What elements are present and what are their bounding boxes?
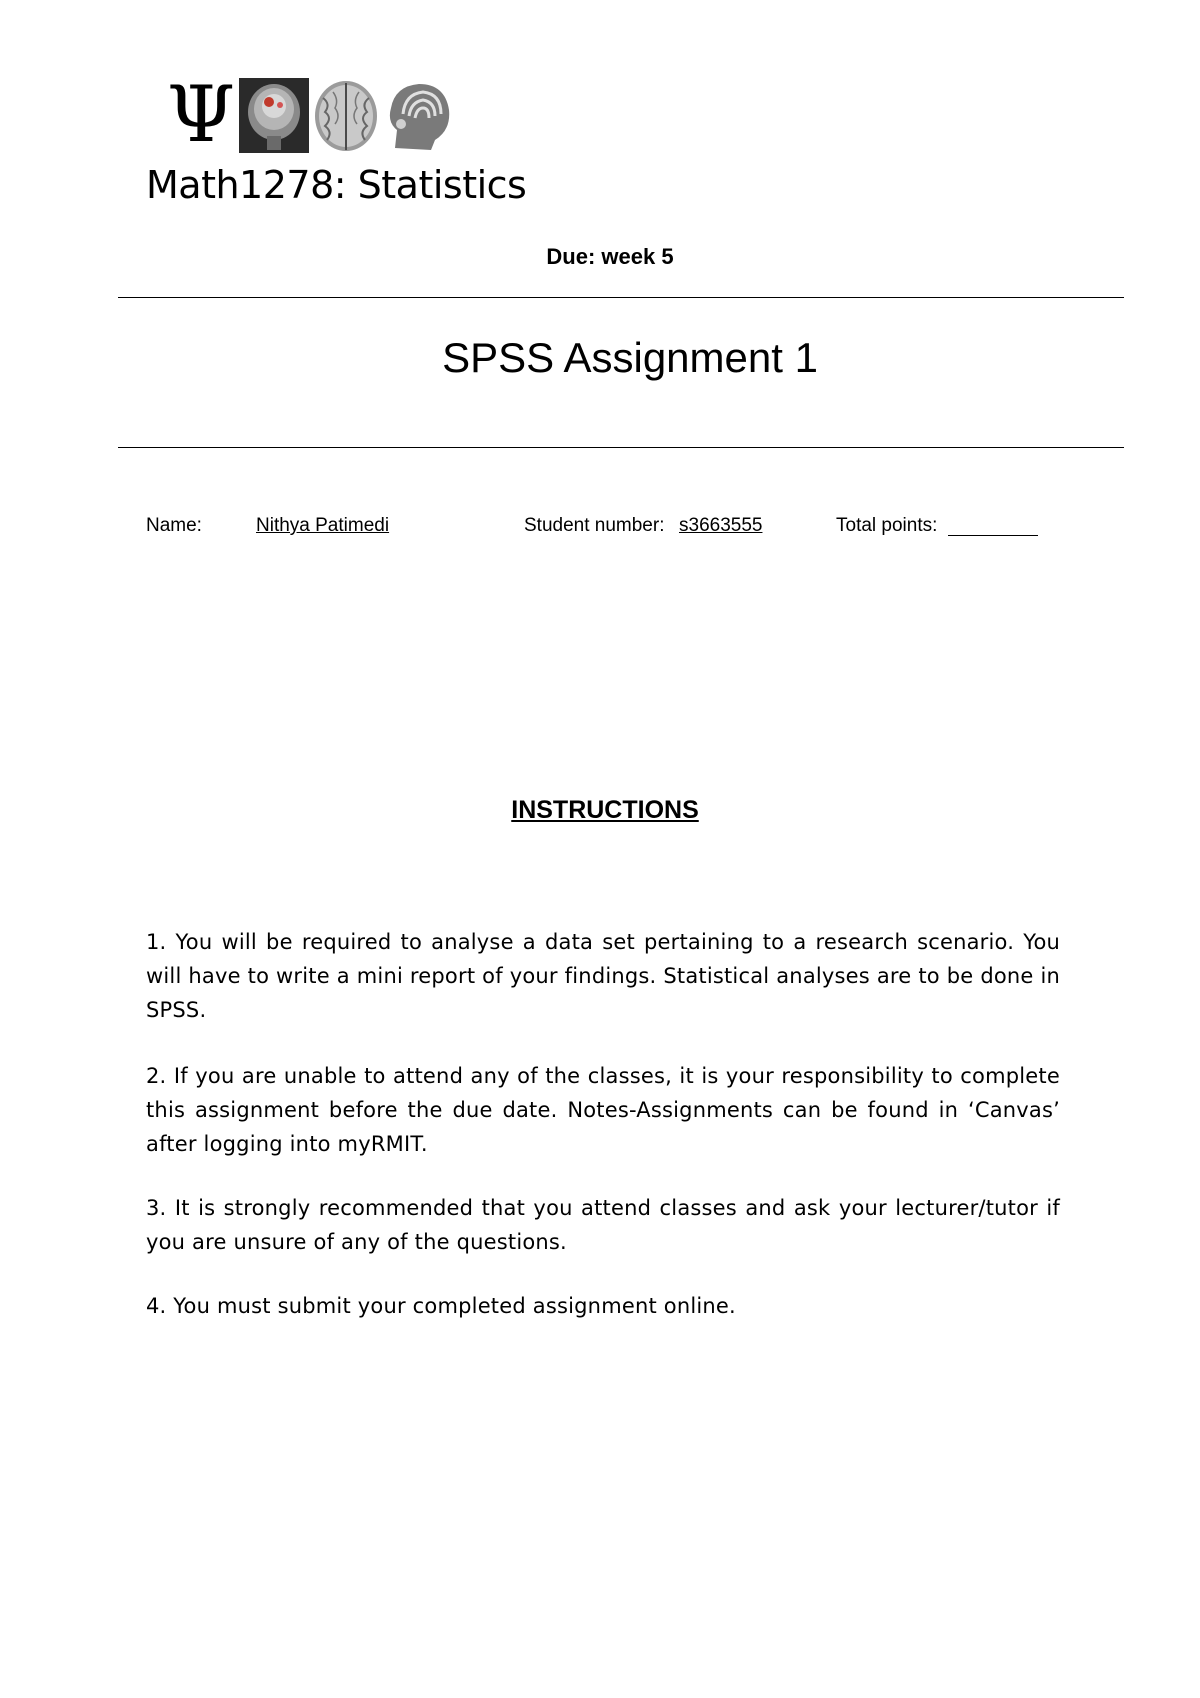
due-date: Due: week 5 — [546, 244, 674, 269]
instruction-item: 2. If you are unable to attend any of the classes, it is your responsibility to complete this assignment before the due date. Notes-Assignments can be found in ‘Canvas’ after logging into myRMIT. — [146, 1064, 1060, 1156]
student-number-value: s3663555 — [679, 515, 763, 536]
brain-image — [311, 78, 381, 153]
psi-symbol: Ψ — [166, 70, 236, 160]
header-logo-row — [165, 70, 455, 160]
course-title: Math1278: Statistics — [146, 163, 527, 207]
instruction-item: 4. You must submit your completed assignment online. — [146, 1294, 736, 1318]
assignment-title: SPSS Assignment 1 — [442, 334, 818, 381]
top-divider — [118, 297, 1124, 298]
head-profile-image — [383, 78, 453, 153]
brain-scan-head-image — [239, 78, 309, 153]
name-label: Name: — [146, 515, 202, 536]
instruction-item: 1. You will be required to analyse a data set pertaining to a research scenario. You will have to write a mini report of your findings. Statistical analyses are to be done in SPSS. — [146, 930, 1060, 1022]
student-number-label: Student number: — [524, 515, 665, 536]
name-value: Nithya Patimedi — [256, 515, 390, 536]
total-points-blank — [948, 535, 1038, 536]
bottom-divider — [118, 447, 1124, 448]
instructions-heading: INSTRUCTIONS — [511, 796, 699, 824]
instruction-item: 3. It is strongly recommended that you attend classes and ask your lecturer/tutor if you are unsure of any of the questions. — [146, 1196, 1060, 1254]
total-points-label: Total points: — [836, 515, 938, 536]
